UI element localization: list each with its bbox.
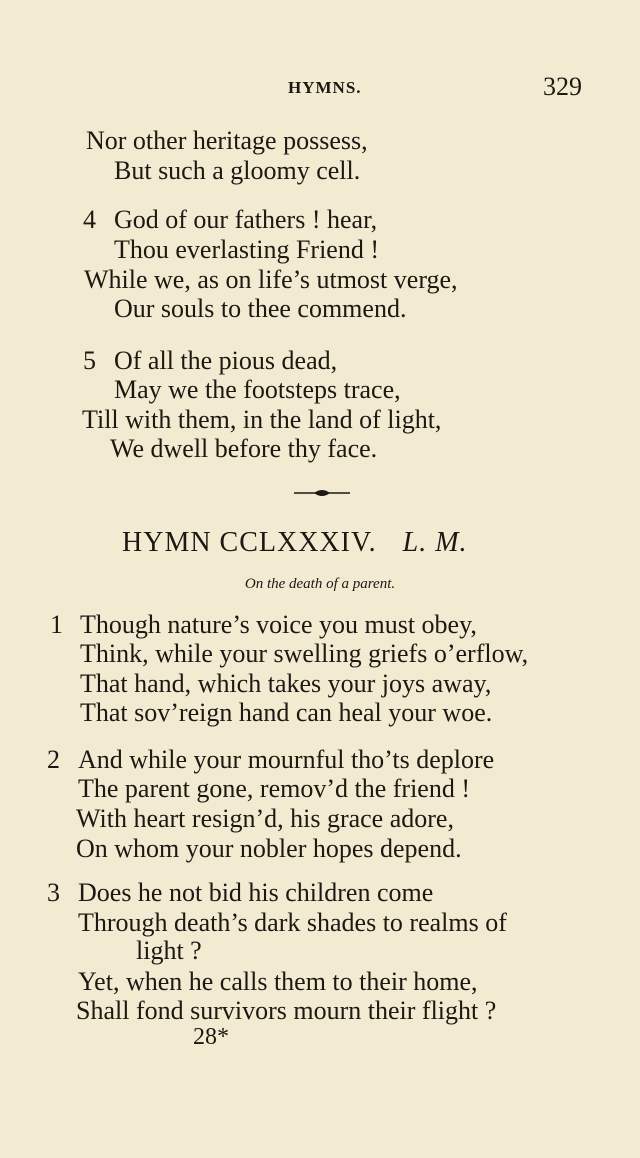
- verse-line: The parent gone, remov’d the friend !: [78, 774, 471, 803]
- stanza-number: 3: [47, 878, 60, 907]
- verse-line: Our souls to thee commend.: [114, 294, 407, 323]
- verse-line: That sov’reign hand can heal your woe.: [80, 698, 493, 727]
- hymn-meter: L. M.: [402, 527, 468, 558]
- verse-line: We dwell before thy face.: [110, 434, 378, 463]
- stanza-number: 1: [50, 610, 63, 639]
- verse-line: God of our fathers ! hear,: [114, 205, 378, 234]
- stanza-number: 4: [83, 205, 96, 234]
- ornament-rule: [292, 486, 352, 500]
- verse-line: Though nature’s voice you must obey,: [80, 610, 477, 639]
- verse-line: May we the footsteps trace,: [114, 375, 401, 404]
- verse-line: Yet, when he calls them to their home,: [78, 967, 478, 996]
- page-number: 329: [543, 72, 582, 101]
- verse-line: Think, while your swelling griefs o’erflow,: [80, 639, 529, 668]
- verse-line: With heart resign’d, his grace adore,: [76, 804, 454, 833]
- verse-line: While we, as on life’s utmost verge,: [84, 265, 458, 294]
- stanza-number: 5: [83, 346, 96, 375]
- hymn-number: HYMN CCLXXXIV.: [122, 527, 377, 558]
- hymn-title: [122, 527, 468, 559]
- verse-line: But such a gloomy cell.: [114, 156, 361, 185]
- verse-line: Shall fond survivors mourn their flight ?: [76, 996, 497, 1025]
- stanza-number: 2: [47, 745, 60, 774]
- verse-line: light ?: [136, 936, 202, 965]
- verse-line: Thou everlasting Friend !: [114, 235, 379, 264]
- signature-mark: 28*: [193, 1024, 229, 1050]
- verse-line: And while your mournful tho’ts deplore: [78, 745, 495, 774]
- hymn-subtitle: On the death of a parent.: [244, 576, 396, 592]
- running-head: HYMNS.: [288, 78, 362, 97]
- verse-line: Nor other heritage possess,: [86, 126, 368, 155]
- verse-line: Through death’s dark shades to realms of: [78, 908, 507, 937]
- verse-line: On whom your nobler hopes depend.: [76, 834, 462, 863]
- verse-line: Does he not bid his children come: [78, 878, 434, 907]
- verse-line: That hand, which takes your joys away,: [80, 669, 492, 698]
- verse-line: Till with them, in the land of light,: [82, 405, 442, 434]
- verse-line: Of all the pious dead,: [114, 346, 338, 375]
